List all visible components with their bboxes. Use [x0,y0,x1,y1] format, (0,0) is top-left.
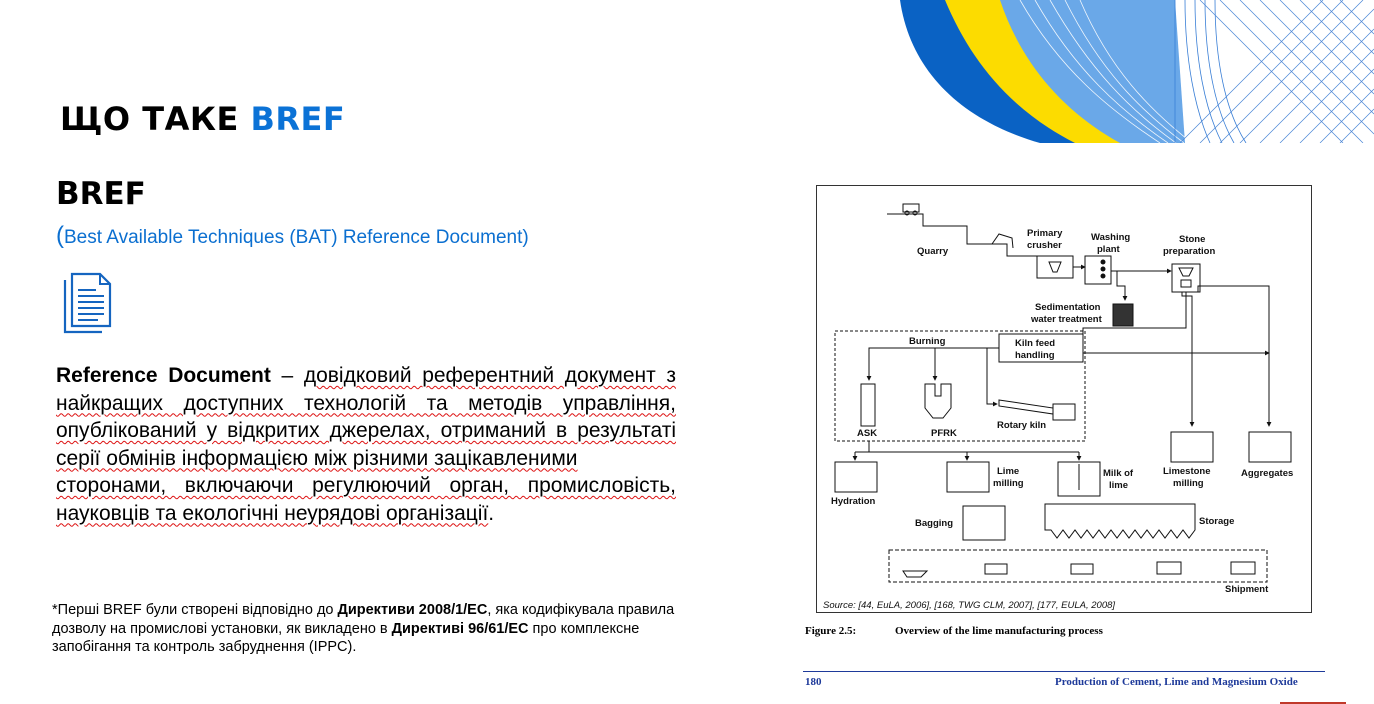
title-accent: BREF [250,100,346,138]
label-washing-plant-1: Washing [1091,232,1131,243]
open-paren: ( [56,222,64,249]
label-lime-milling-1: Lime [997,466,1020,477]
title-prefix: ЩО ТАКЕ [60,100,239,138]
rotary-kiln [999,400,1053,414]
washing-plant-box [1085,256,1111,284]
label-kiln-feed-2: handling [1015,350,1055,361]
footnote-part-2: , яка кодифікувала правила дозволу на промислові установки, як викладено в [52,602,675,637]
label-burning: Burning [909,336,946,347]
label-lime-milling-2: milling [993,478,1024,489]
pfrk-kiln [925,384,951,418]
label-primary-crusher-2: crusher [1027,240,1062,251]
label-pfrk: PFRK [931,428,957,439]
label-shipment: Shipment [1225,584,1269,595]
label-milk-of-lime-2: lime [1109,480,1129,491]
footer-rule [803,671,1325,672]
label-sedimentation-1: Sedimentation [1035,302,1101,313]
label-storage: Storage [1199,516,1235,527]
hydration-box [835,462,877,492]
label-bagging: Bagging [915,518,953,529]
figure-title: Overview of the lime manufacturing process [895,625,1103,637]
label-ask: ASK [857,428,878,439]
label-primary-crusher-1: Primary [1027,228,1063,239]
definition-text-1: довідковий референтний документ з найкращих доступних технологій та методів управління, опублікований у відкритих джерелах, отриманий в результаті серії обмінів інформацією між різними зацікавленими [56,364,676,470]
label-sedimentation-2: water treatment [1031,314,1102,325]
label-washing-plant-2: plant [1097,244,1120,255]
figure-label: Figure 2.5: [805,625,857,637]
footnote [52,601,692,657]
slide-title [60,100,345,138]
shipment-area [889,550,1267,582]
ask-kiln [861,384,875,426]
limestone-milling-box [1171,432,1213,462]
label-quarry: Quarry [917,246,949,257]
lime-milling-box [947,462,989,492]
primary-crusher-box [1037,256,1073,278]
process-diagram [816,185,1312,613]
label-milk-of-lime-1: Milk of [1103,468,1134,479]
footnote-part-1: *Перші BREF були створені відповідно до [52,602,338,618]
label-limestone-milling-2: milling [1173,478,1204,489]
bagging-box [963,506,1005,540]
definition-paragraph [56,362,676,527]
definition-text-2: сторонами, включаючи регулюючий орган, промисловість, науковців та екологічні неурядові організації [56,474,676,525]
bref-full-name-text: Best Available Techniques (BAT) Reference Document) [64,227,529,248]
label-stone-prep-1: Stone [1179,234,1206,245]
definition-dash: – [270,364,304,387]
bref-full-name [56,222,529,250]
storage-silos [1045,504,1195,538]
document-footer-title: Production of Cement, Lime and Magnesium Oxide [1055,676,1298,688]
bref-heading: BREF [56,176,146,212]
footnote-directive-96: Директиві 96/61/ЕС [391,620,529,637]
page-number: 180 [805,676,822,688]
footnote-directive-2008: Директиви 2008/1/ЕС [337,602,488,618]
footnote-part-3: про комплексне запобігання та контроль забруднення (IPPC). [52,620,640,655]
label-kiln-feed-1: Kiln feed [1015,338,1056,349]
label-limestone-milling-1: Limestone [1163,466,1211,477]
label-stone-prep-2: preparation [1163,246,1216,257]
label-hydration: Hydration [831,496,876,507]
definition-end: . [488,501,495,525]
label-aggregates: Aggregates [1241,468,1294,479]
diagram-source: Source: [44, EuLA, 2006], [168, TWG CLM, 2007], [177, EULA, 2008] [823,600,1116,611]
aggregates-box [1249,432,1291,462]
definition-term: Reference Document [56,364,271,387]
document-icon [62,272,114,334]
label-rotary-kiln: Rotary kiln [997,420,1047,431]
